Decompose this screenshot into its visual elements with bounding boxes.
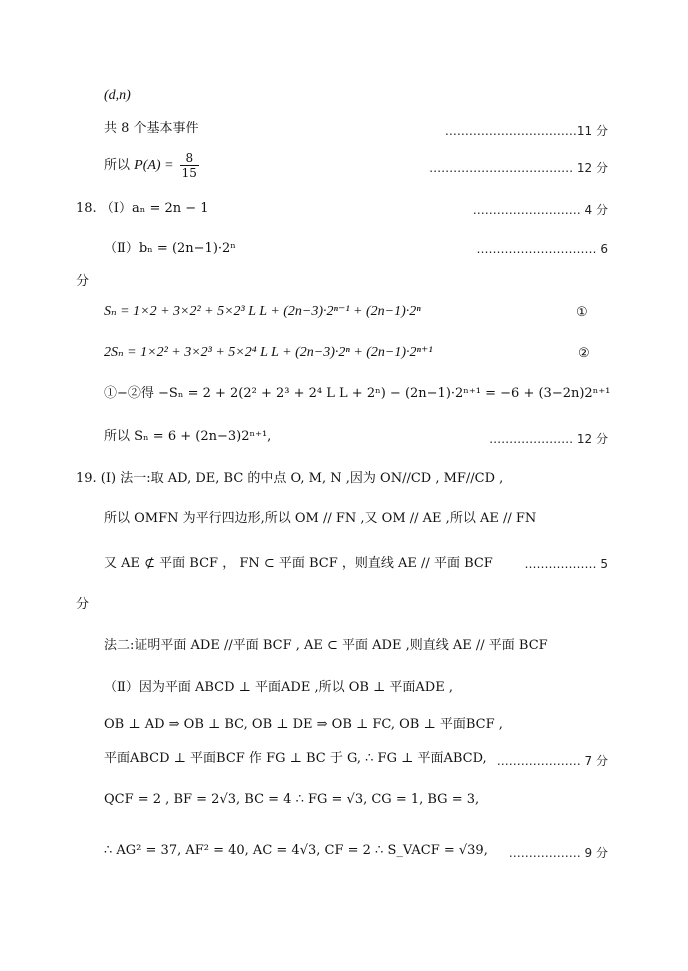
q19-area: ∴ AG² = 37, AF² = 40, AC = 4√3, CF = 2 ∴ S_VACF = √39, [104, 843, 488, 858]
q19-method2: 法二:证明平面 ADE //平面 BCF , AE ⊂ 平面 ADE ,则直线 AE // 平面 BCF [104, 638, 548, 653]
score-12: ……………………………… 12 分 [429, 161, 608, 175]
q19-perp: OB ⊥ AD ⇒ OB ⊥ BC, OB ⊥ DE ⇒ OB ⊥ FC, OB ⊥ 平面BCF , [104, 717, 503, 732]
text-fen-1: 分 [76, 274, 90, 289]
marker-1: ① [576, 305, 588, 320]
text-line-1: (d,n) [104, 88, 131, 103]
q18-part2: （Ⅱ）bₙ = (2n−1)·2ⁿ [104, 241, 236, 256]
score-11: ……………………………11 分 [444, 124, 608, 138]
score-6: ………………………… 6 [476, 242, 608, 256]
2sn-equation: 2Sₙ = 1×2² + 3×2³ + 5×2⁴ L L + (2n−3)·2ⁿ + (2n−1)·2ⁿ⁺¹ [104, 345, 433, 360]
sn-equation: Sₙ = 1×2 + 3×2² + 5×2³ L L + (2n−3)·2ⁿ⁻¹ + (2n−1)·2ⁿ [104, 304, 421, 319]
q19-conclusion: 又 AE ⊄ 平面 BCF ， FN ⊂ 平面 BCF ，则直线 AE // 平面 BCF [104, 556, 493, 571]
marker-2: ② [578, 346, 590, 361]
q19-plane: 平面ABCD ⊥ 平面BCF 作 FG ⊥ BC 于 G, ∴ FG ⊥ 平面ABCD, [104, 751, 487, 766]
fraction [180, 151, 199, 180]
q18-part1: 18. （Ⅰ）aₙ = 2n − 1 [76, 201, 209, 216]
q19-method1: 19. (Ⅰ) 法一:取 AD, DE, BC 的中点 O, M, N ,因为 ON//CD , MF//CD , [76, 471, 504, 486]
subtract-equation: ①−②得 −Sₙ = 2 + 2(2² + 2³ + 2⁴ L L + 2ⁿ) − (2n−1)·2ⁿ⁺¹ = −6 + (3−2n)2ⁿ⁺¹ [104, 386, 611, 401]
score-5: ……………… 5 [524, 557, 608, 571]
q19-part2: （Ⅱ）因为平面 ABCD ⊥ 平面ADE ,所以 OB ⊥ 平面ADE , [104, 680, 453, 695]
q19-lengths: QCF = 2 , BF = 2√3, BC = 4 ∴ FG = √3, CG = 1, BG = 3, [104, 792, 480, 807]
fraction-denominator: 15 [181, 166, 197, 180]
text-line-2: 共 8 个基本事件 [104, 121, 199, 136]
text-fen-2: 分 [76, 597, 90, 612]
text-suoyi: 所以 [104, 158, 131, 173]
q19-parallelogram: 所以 OMFN 为平行四边形,所以 OM // FN ,又 OM // AE ,所以 AE // FN [104, 511, 537, 526]
score-4: ……………………… 4 分 [472, 203, 608, 217]
sn-result: 所以 Sₙ = 6 + (2n−3)2ⁿ⁺¹, [104, 429, 272, 444]
prob-label: P(A) = [134, 158, 174, 173]
score-9: ……………… 9 分 [508, 846, 608, 860]
text-line-3 [104, 151, 201, 181]
score-7: ………………… 7 分 [496, 754, 608, 768]
fraction-numerator: 8 [180, 151, 199, 166]
score-12b: ………………… 12 分 [489, 432, 608, 446]
